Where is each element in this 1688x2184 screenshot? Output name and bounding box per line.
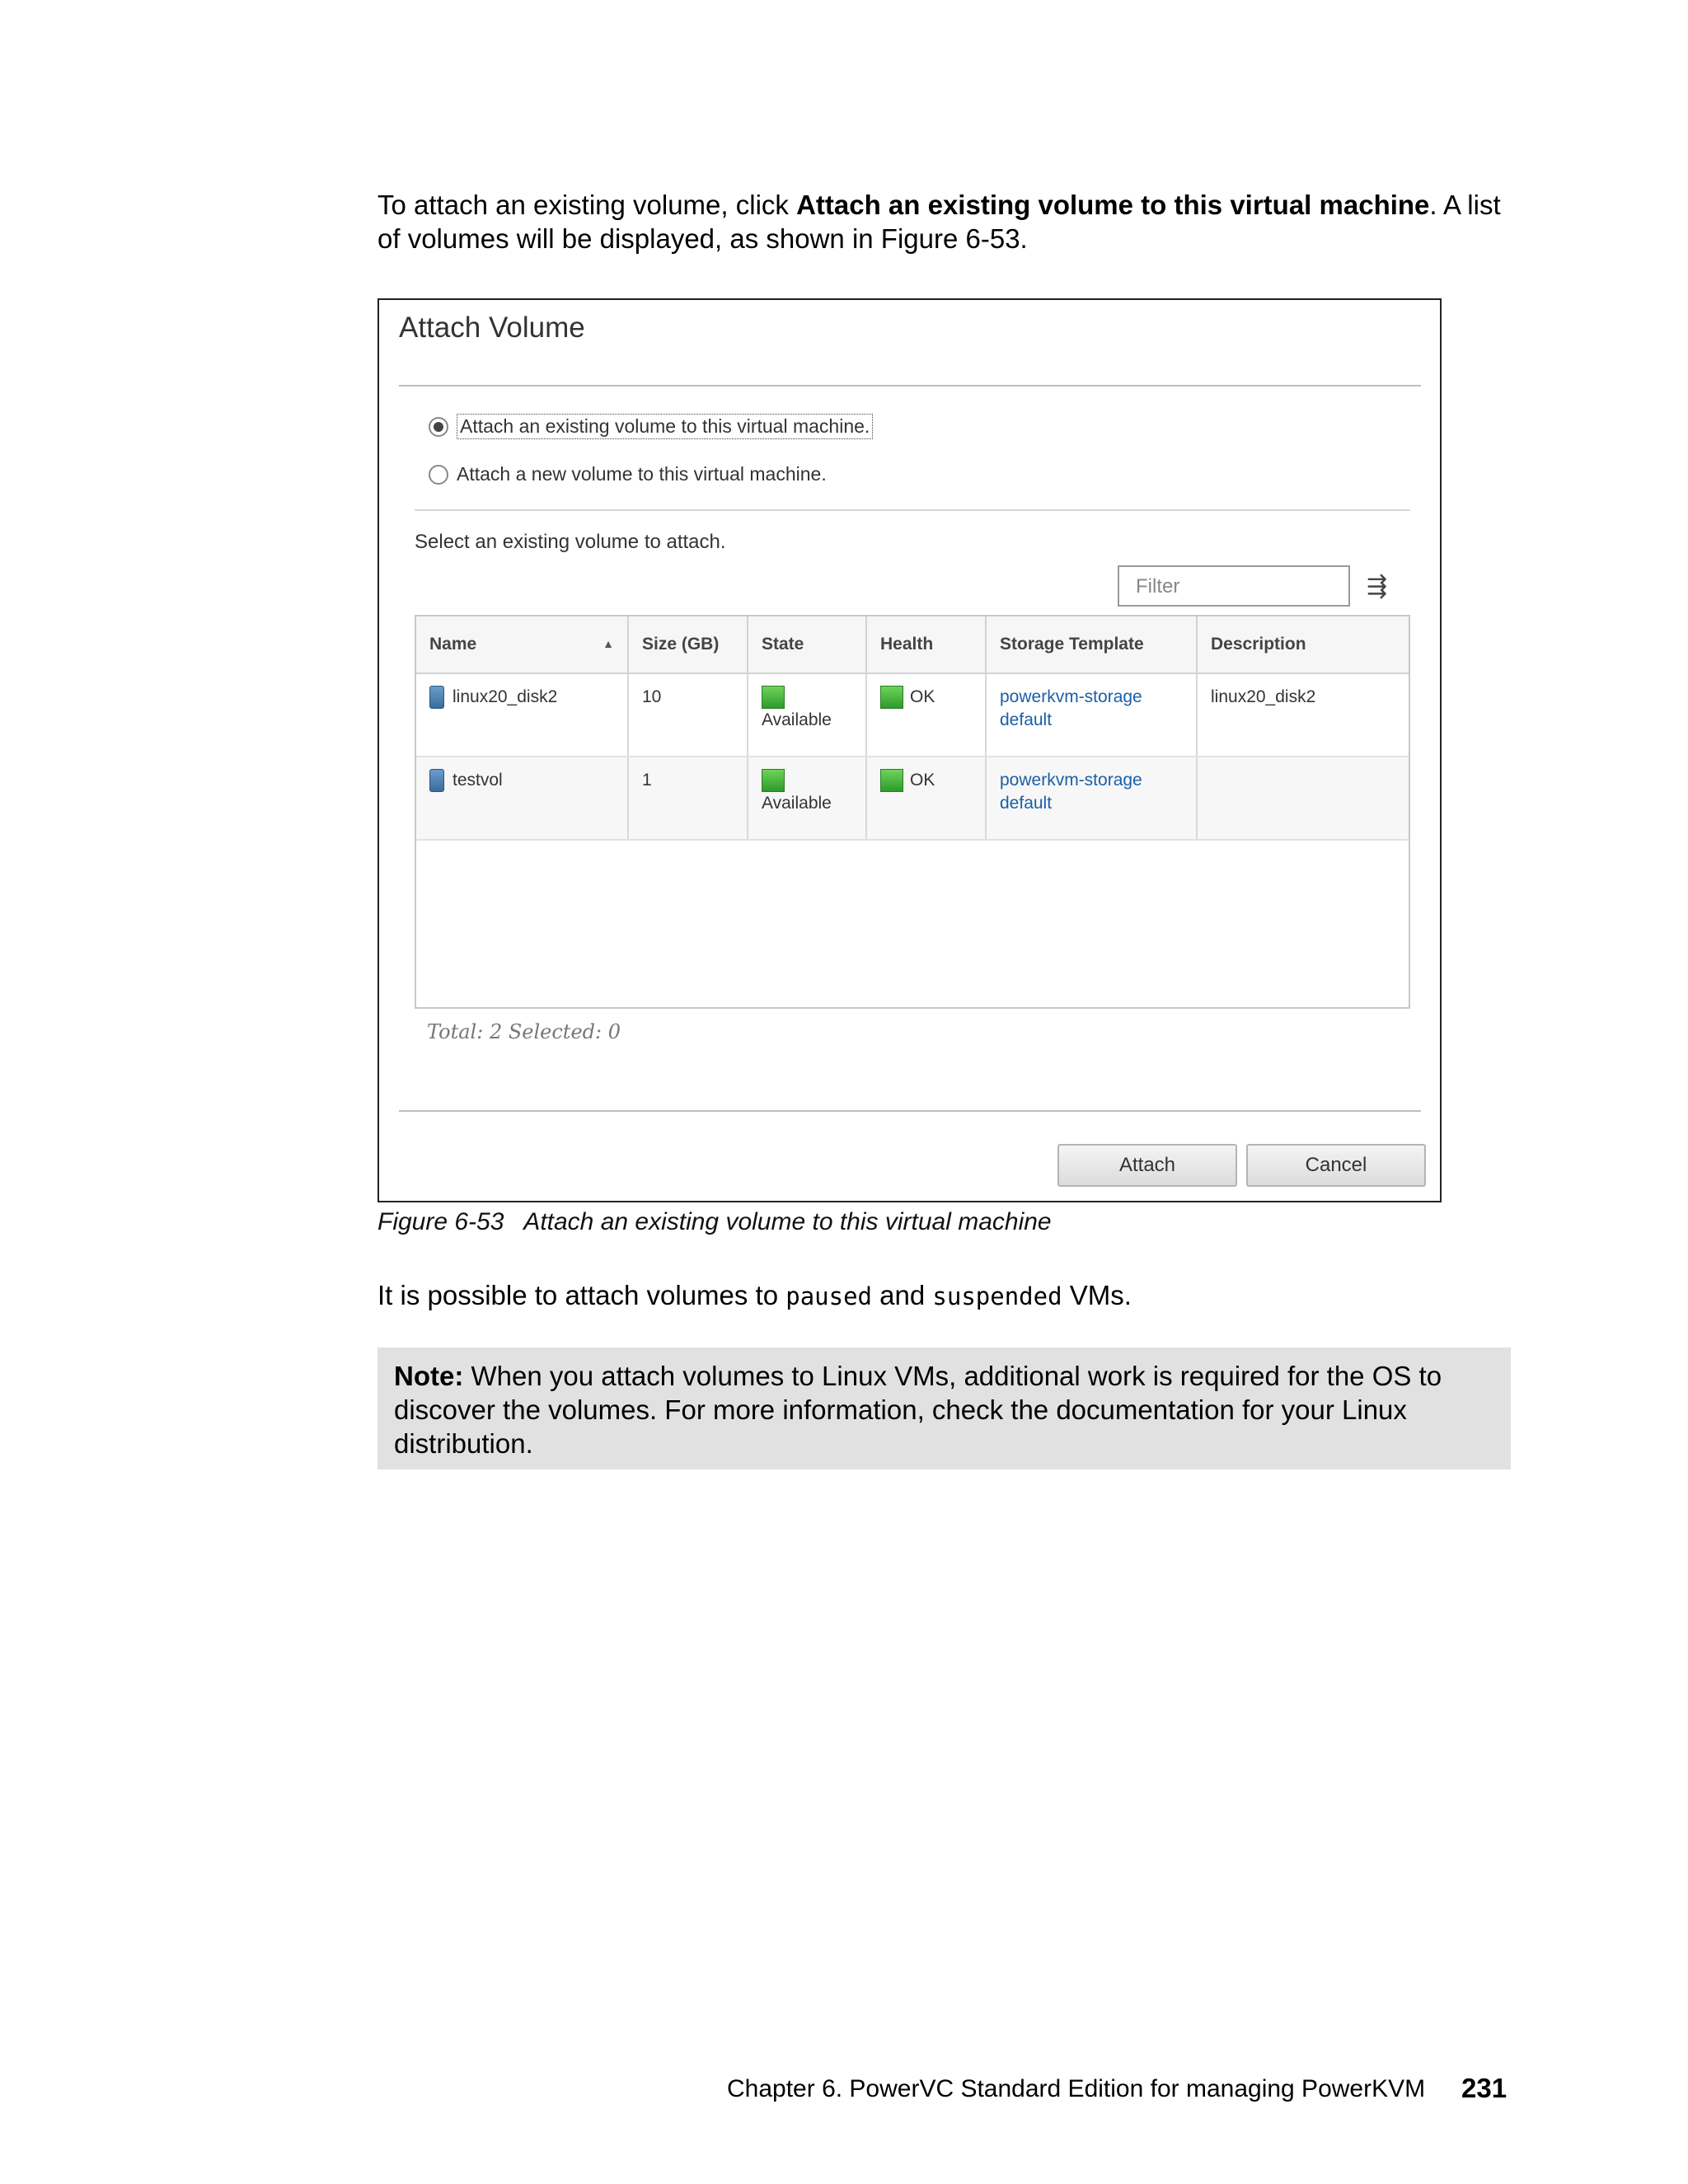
options-divider xyxy=(415,509,1410,511)
intro-text-2: . A list of volumes will be displayed, as shown in Figure 6-53. xyxy=(377,190,1501,254)
code-suspended: suspended xyxy=(932,1282,1062,1310)
radio-existing-label[interactable]: Attach an existing volume to this virtual machine. xyxy=(457,414,873,439)
cell-health: OK xyxy=(866,673,986,757)
cell-state: Available xyxy=(748,757,866,840)
column-header-name[interactable]: Name ▲ xyxy=(416,616,628,673)
filter-action-icon[interactable]: ⇶ xyxy=(1367,573,1388,600)
select-volume-label: Select an existing volume to attach. xyxy=(415,531,726,553)
column-header-storage-template[interactable]: Storage Template xyxy=(986,616,1197,673)
volume-icon xyxy=(429,769,444,792)
storage-template-link-line2[interactable]: default xyxy=(1000,794,1053,813)
radio-existing[interactable] xyxy=(429,417,448,437)
attach-volume-dialog xyxy=(377,298,1442,1202)
code-paused: paused xyxy=(785,1282,873,1310)
cancel-button[interactable]: Cancel xyxy=(1246,1144,1426,1187)
page-number: 231 xyxy=(1461,2073,1507,2103)
chapter-footer: Chapter 6. PowerVC Standard Edition for managing PowerKVM xyxy=(727,2075,1426,2102)
column-header-size[interactable]: Size (GB) xyxy=(628,616,748,673)
figure-caption: Figure 6-53 Attach an existing volume to this virtual machine xyxy=(377,1208,1052,1235)
storage-template-link[interactable]: powerkvm-storage xyxy=(1000,771,1142,790)
ok-health-icon xyxy=(880,686,903,709)
sort-ascending-icon[interactable]: ▲ xyxy=(603,637,614,650)
intro-paragraph xyxy=(377,188,1515,255)
note-text: When you attach volumes to Linux VMs, additional work is required for the OS to discover the volumes. For more information, check the documentation for your Linux distribution. xyxy=(394,1361,1442,1459)
cell-storage-template[interactable] xyxy=(986,673,1197,757)
table-row[interactable] xyxy=(416,673,1409,757)
column-header-state[interactable]: State xyxy=(748,616,866,673)
paused-suspended-paragraph: It is possible to attach volumes to paused and suspended VMs. xyxy=(377,1280,1132,1310)
volume-table xyxy=(415,615,1410,1009)
intro-text-1: To attach an existing volume, click xyxy=(377,190,797,220)
table-row[interactable] xyxy=(416,757,1409,840)
radio-existing-row[interactable] xyxy=(429,414,873,439)
column-header-description[interactable]: Description xyxy=(1197,616,1409,673)
cell-size: 1 xyxy=(628,757,748,840)
title-divider xyxy=(399,385,1421,387)
note-box xyxy=(377,1347,1511,1469)
cell-storage-template[interactable] xyxy=(986,757,1197,840)
attach-button[interactable]: Attach xyxy=(1057,1144,1237,1187)
note-label: Note: xyxy=(394,1361,464,1391)
ok-health-icon xyxy=(880,769,903,792)
cell-description: linux20_disk2 xyxy=(1197,673,1409,757)
cell-state: Available xyxy=(748,673,866,757)
cell-name: testvol xyxy=(416,757,628,840)
table-header-row xyxy=(416,616,1409,673)
storage-template-link-line2[interactable]: default xyxy=(1000,710,1053,729)
available-status-icon xyxy=(762,686,785,709)
cell-name: linux20_disk2 xyxy=(416,673,628,757)
footer-divider xyxy=(399,1110,1421,1112)
cell-size: 10 xyxy=(628,673,748,757)
available-status-icon xyxy=(762,769,785,792)
cell-health: OK xyxy=(866,757,986,840)
total-selected-text: Total: 2 Selected: 0 xyxy=(427,1020,621,1043)
cell-description xyxy=(1197,757,1409,840)
filter-input[interactable]: Filter xyxy=(1118,565,1350,607)
volume-icon xyxy=(429,686,444,709)
radio-new-row[interactable] xyxy=(429,463,827,485)
dialog-title: Attach Volume xyxy=(399,312,585,344)
radio-new[interactable] xyxy=(429,465,448,485)
storage-template-link[interactable]: powerkvm-storage xyxy=(1000,687,1142,706)
radio-new-label[interactable]: Attach a new volume to this virtual machine. xyxy=(457,463,827,485)
column-header-health[interactable]: Health xyxy=(866,616,986,673)
intro-bold-text: Attach an existing volume to this virtual machine xyxy=(796,190,1430,220)
